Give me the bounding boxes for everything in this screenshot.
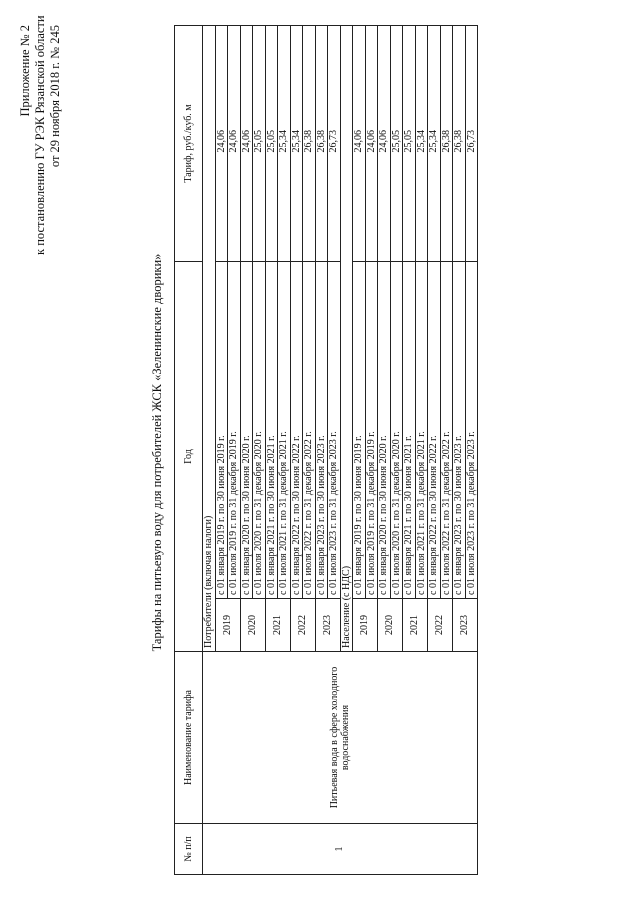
year-cell: 2023 bbox=[315, 599, 340, 652]
period-cell: с 01 января 2023 г. по 30 июня 2023 г. bbox=[453, 262, 466, 599]
period-cell: с 01 июля 2023 г. по 31 декабря 2023 г. bbox=[328, 262, 341, 599]
tariff-value-cell: 24,06 bbox=[353, 26, 366, 262]
year-cell: 2022 bbox=[290, 599, 315, 652]
tariff-value-cell: 26,38 bbox=[453, 26, 466, 262]
group-row bbox=[203, 26, 216, 875]
period-cell: с 01 января 2022 г. по 30 июня 2022 г. bbox=[290, 262, 303, 599]
group-label: Население (с НДС) bbox=[340, 26, 353, 652]
tariff-value-cell: 25,05 bbox=[253, 26, 266, 262]
column-header-tariff: Тариф, руб./куб. м bbox=[175, 26, 203, 262]
tariff-value-cell: 26,38 bbox=[315, 26, 328, 262]
tariff-value-cell: 25,34 bbox=[415, 26, 428, 262]
column-header-name: Наименование тарифа bbox=[175, 652, 203, 824]
period-cell: с 01 июля 2020 г. по 31 декабря 2020 г. bbox=[390, 262, 403, 599]
period-cell: с 01 июля 2021 г. по 31 декабря 2021 г. bbox=[278, 262, 291, 599]
tariff-name: Питьевая вода в сфере холодного водоснабжения bbox=[203, 652, 478, 824]
tariff-value-cell: 25,34 bbox=[290, 26, 303, 262]
tariff-value-cell: 24,06 bbox=[378, 26, 391, 262]
period-cell: с 01 июля 2023 г. по 31 декабря 2023 г. bbox=[465, 262, 478, 599]
period-cell: с 01 июля 2019 г. по 31 декабря 2019 г. bbox=[365, 262, 378, 599]
table-body bbox=[203, 26, 478, 875]
period-cell: с 01 января 2019 г. по 30 июня 2019 г. bbox=[353, 262, 366, 599]
tariff-value-cell: 25,34 bbox=[428, 26, 441, 262]
row-number: 1 bbox=[203, 824, 478, 875]
tariff-table bbox=[174, 25, 478, 875]
column-header-year: Год bbox=[175, 262, 203, 652]
period-cell: с 01 июля 2022 г. по 31 декабря 2022 г. bbox=[303, 262, 316, 599]
appendix-header bbox=[18, 15, 63, 255]
tariff-value-cell: 25,05 bbox=[403, 26, 416, 262]
period-cell: с 01 января 2020 г. по 30 июня 2020 г. bbox=[240, 262, 253, 599]
year-cell: 2020 bbox=[240, 599, 265, 652]
period-cell: с 01 января 2019 г. по 30 июня 2019 г. bbox=[215, 262, 228, 599]
year-cell: 2021 bbox=[403, 599, 428, 652]
table-header-row bbox=[175, 26, 203, 875]
appendix-resolution: к постановлению ГУ РЭК Рязанской области bbox=[33, 15, 47, 255]
tariff-value-cell: 26,38 bbox=[440, 26, 453, 262]
appendix-number: Приложение № 2 bbox=[18, 25, 32, 117]
period-cell: с 01 января 2022 г. по 30 июня 2022 г. bbox=[428, 262, 441, 599]
tariff-value-cell: 26,73 bbox=[328, 26, 341, 262]
column-header-number: № п/п bbox=[175, 824, 203, 875]
period-cell: с 01 июля 2019 г. по 31 декабря 2019 г. bbox=[228, 262, 241, 599]
tariff-value-cell: 26,38 bbox=[303, 26, 316, 262]
tariff-value-cell: 25,05 bbox=[265, 26, 278, 262]
year-cell: 2022 bbox=[428, 599, 453, 652]
year-cell: 2021 bbox=[265, 599, 290, 652]
period-cell: с 01 января 2020 г. по 30 июня 2020 г. bbox=[378, 262, 391, 599]
tariff-value-cell: 25,34 bbox=[278, 26, 291, 262]
document-title: Тарифы на питьевую воду для потребителей ЖСК «Зеленинские дворики» bbox=[150, 253, 164, 652]
period-cell: с 01 июля 2021 г. по 31 декабря 2021 г. bbox=[415, 262, 428, 599]
tariff-value-cell: 24,06 bbox=[228, 26, 241, 262]
appendix-date: от 29 ноября 2018 г. № 245 bbox=[48, 25, 62, 168]
period-cell: с 01 июля 2022 г. по 31 декабря 2022 г. bbox=[440, 262, 453, 599]
tariff-value-cell: 26,73 bbox=[465, 26, 478, 262]
tariff-value-cell: 24,06 bbox=[365, 26, 378, 262]
tariff-value-cell: 24,06 bbox=[215, 26, 228, 262]
tariff-value-cell: 24,06 bbox=[240, 26, 253, 262]
year-cell: 2020 bbox=[378, 599, 403, 652]
period-cell: с 01 января 2023 г. по 30 июня 2023 г. bbox=[315, 262, 328, 599]
tariff-value-cell: 25,05 bbox=[390, 26, 403, 262]
year-cell: 2019 bbox=[215, 599, 240, 652]
period-cell: с 01 января 2021 г. по 30 июня 2021 г. bbox=[403, 262, 416, 599]
period-cell: с 01 января 2021 г. по 30 июня 2021 г. bbox=[265, 262, 278, 599]
group-label: Потребители (включая налоги) bbox=[203, 26, 216, 652]
period-cell: с 01 июля 2020 г. по 31 декабря 2020 г. bbox=[253, 262, 266, 599]
year-cell: 2023 bbox=[453, 599, 478, 652]
year-cell: 2019 bbox=[353, 599, 378, 652]
